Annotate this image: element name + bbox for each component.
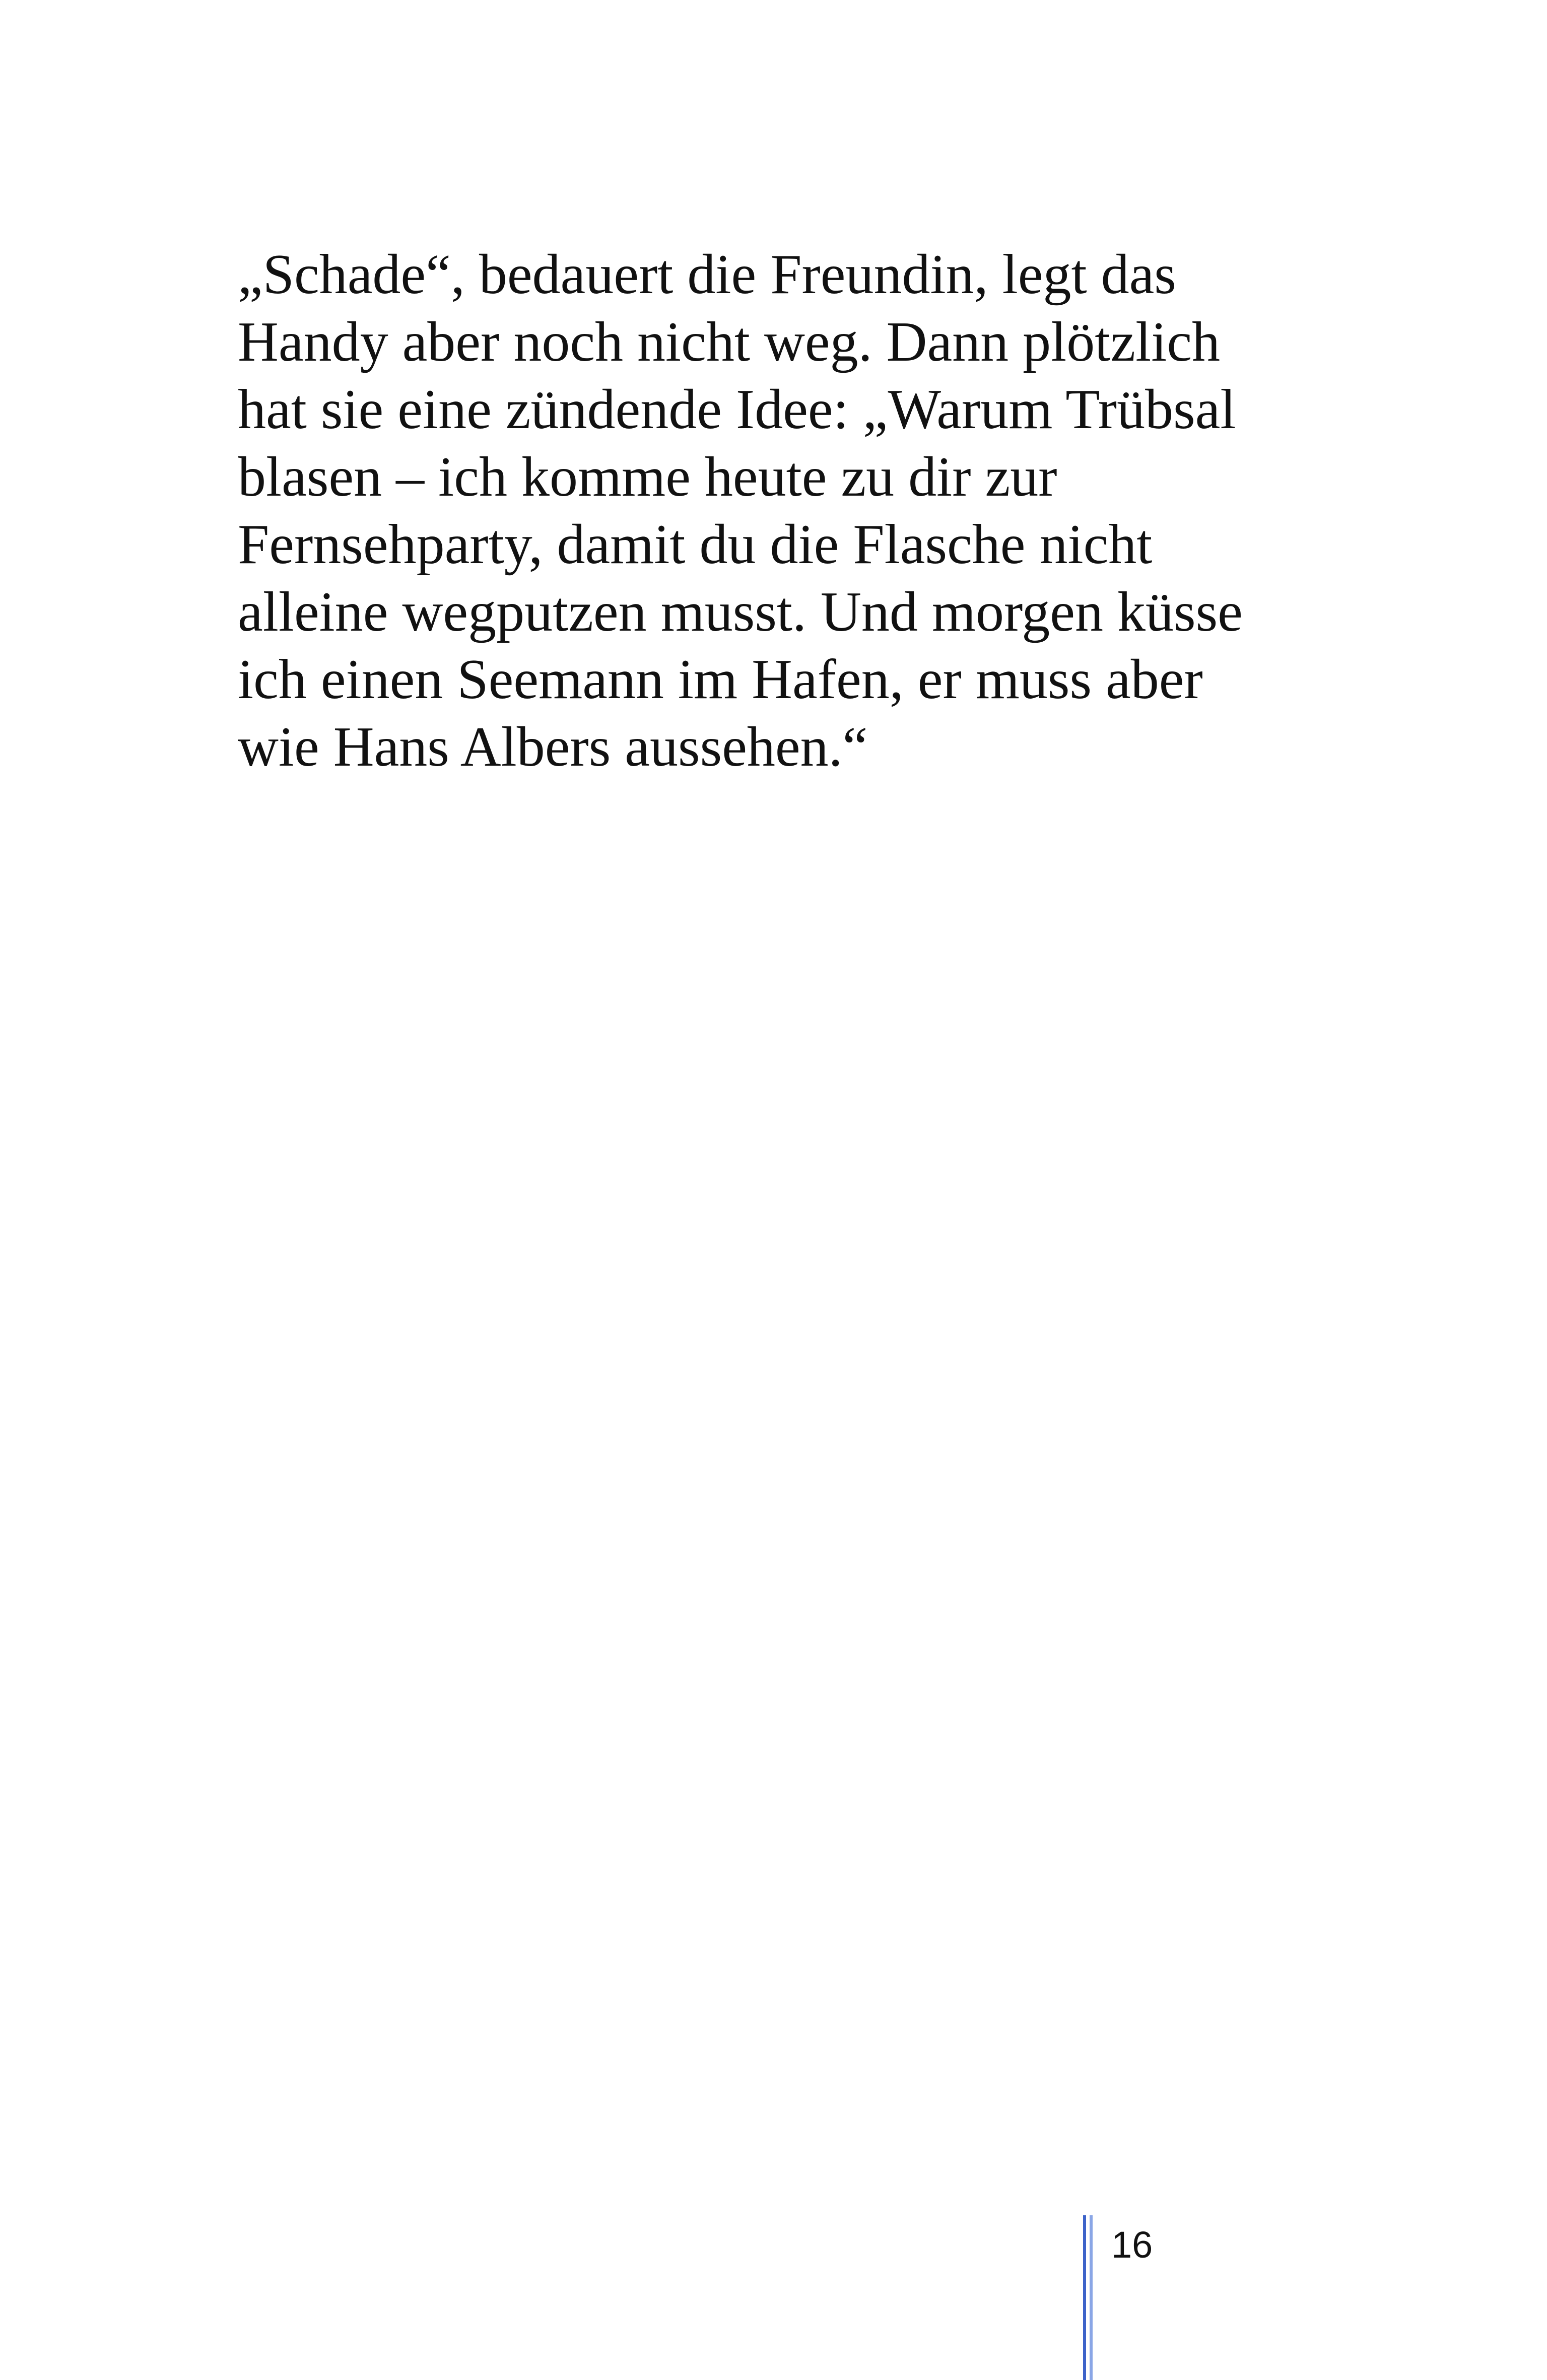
- footer-rule-bar-dark: [1083, 2215, 1086, 2380]
- paragraph-line-3: hat sie eine zündende Idee: „Warum Trübsal: [238, 378, 1236, 441]
- paragraph-line-7: ich einen Seemann im Hafen, er muss aber: [238, 648, 1203, 711]
- page-number: 16: [1111, 2224, 1153, 2266]
- footer-rule-bar-light: [1090, 2215, 1093, 2380]
- footer-double-rule: [1083, 2215, 1093, 2380]
- body-paragraph: [238, 241, 1346, 781]
- paragraph-line-5: Fernsehparty, damit du die Flasche nicht: [238, 513, 1153, 576]
- paragraph-line-2: Handy aber noch nicht weg. Dann plötzlich: [238, 311, 1221, 373]
- paragraph-line-8: wie Hans Albers aussehen.“: [238, 716, 868, 778]
- paragraph-line-4: blasen – ich komme heute zu dir zur: [238, 446, 1057, 508]
- paragraph-line-6: alleine wegputzen musst. Und morgen küsse: [238, 581, 1243, 643]
- paragraph-line-1: „Schade“, bedauert die Freundin, legt das: [238, 243, 1176, 306]
